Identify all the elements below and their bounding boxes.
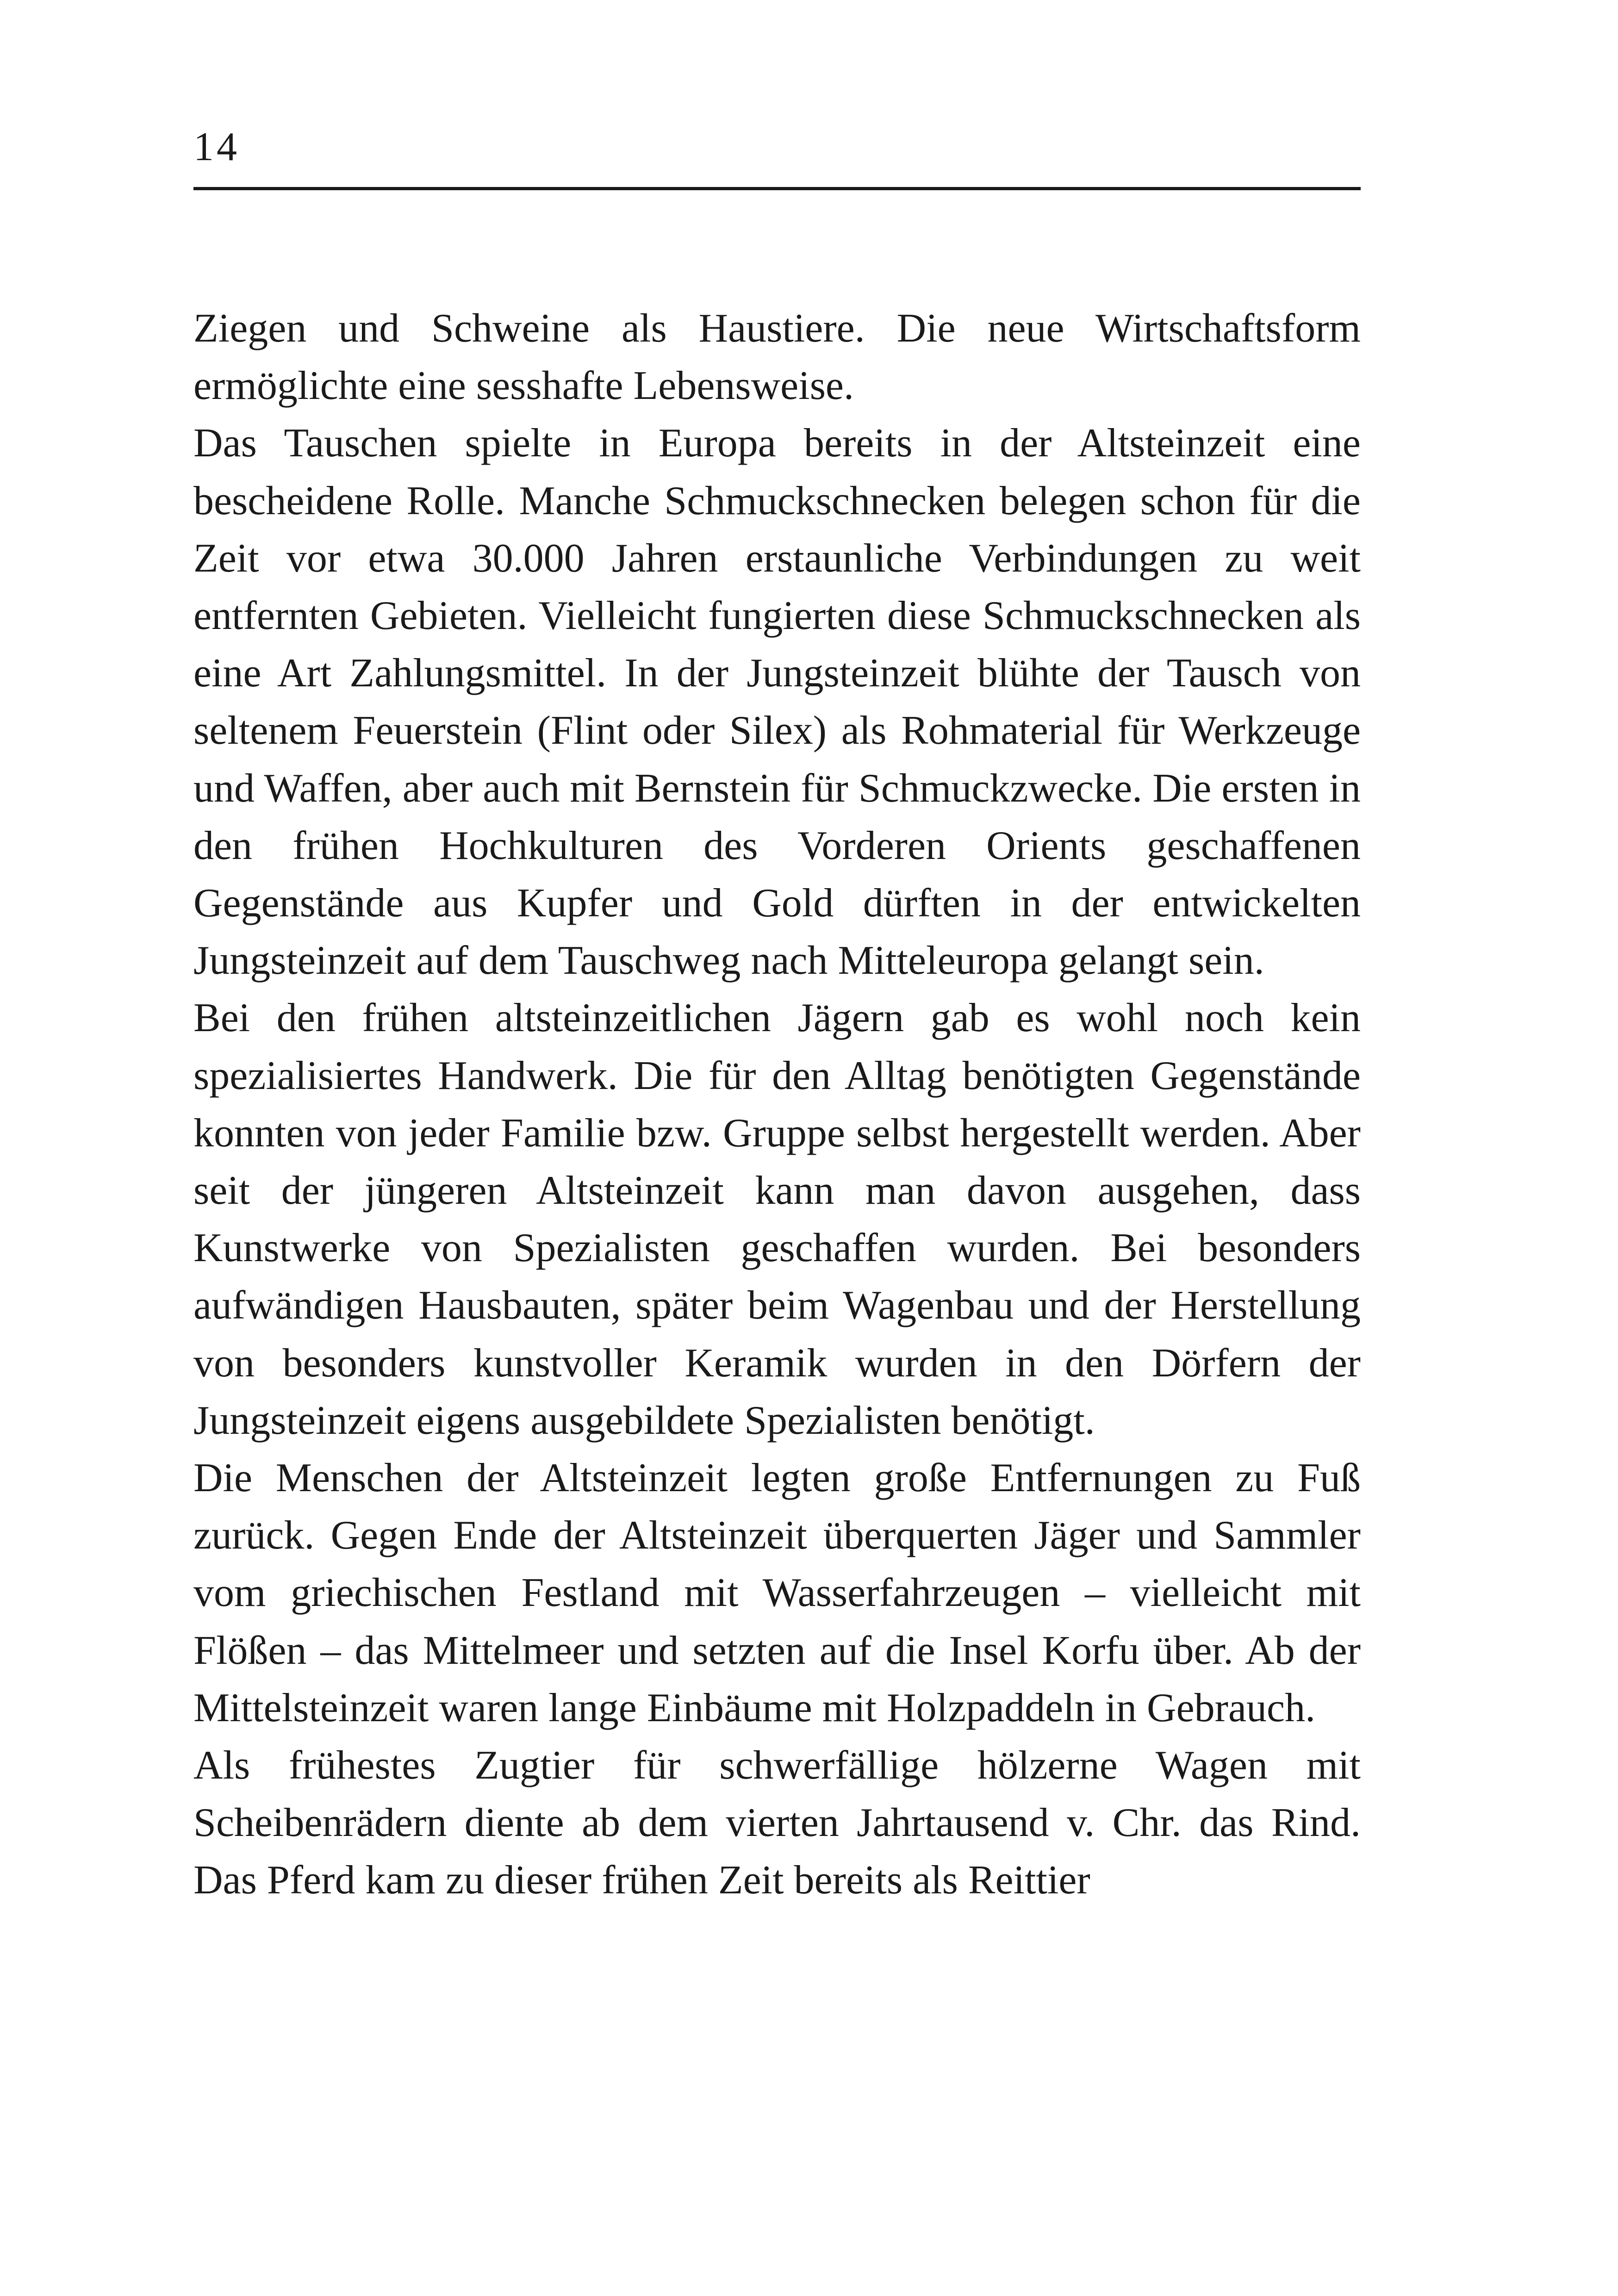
paragraph: Ziegen und Schweine als Haustiere. Die neue Wirtschaftsform ermöglichte eine sesshafte Lebensweise. bbox=[193, 306, 1361, 409]
body-text bbox=[193, 300, 1361, 1910]
paragraph: Die Menschen der Altsteinzeit legten große Entfernungen zu Fuß zurück. Gegen Ende der Altsteinzeit überquerten Jäger und Sammler vom griechischen Festland mit Wasserfahrzeugen – vielleicht mit Flößen – das Mittelmeer und setzten auf die Insel Korfu über. Ab der Mittelsteinzeit waren lange Einbäume mit Holzpaddeln in Gebrauch. bbox=[193, 1456, 1361, 1730]
header-rule bbox=[193, 187, 1361, 190]
paragraph: Das Tauschen spielte in Europa bereits in der Altsteinzeit eine bescheidene Rolle. Manche Schmuckschnecken belegen schon für die Zeit vor etwa 30.000 Jahren erstaunliche Verbindungen zu weit entfernten Gebieten. Vielleicht fungierten diese Schmuckschnecken als eine Art Zahlungsmittel. In der Jungsteinzeit blühte der Tausch von seltenem Feuerstein (Flint oder Silex) als Rohmaterial für Werkzeuge und Waffen, aber auch mit Bernstein für Schmuckzwecke. Die ersten in den frühen Hochkulturen des Vorderen Orients geschaffenen Gegenstände aus Kupfer und Gold dürften in der entwickelten Jungsteinzeit auf dem Tauschweg nach Mitteleuropa gelangt sein. bbox=[193, 421, 1361, 983]
paragraph: Bei den frühen altsteinzeitlichen Jägern gab es wohl noch kein spezialisiertes Handwerk. Die für den Alltag benötigten Gegenstände konnten von jeder Familie bzw. Gruppe selbst hergestellt werden. Aber seit der jüngeren Altsteinzeit kann man davon ausgehen, dass Kunstwerke von Spezialisten geschaffen wurden. Bei besonders aufwändigen Hausbauten, später beim Wagenbau und der Herstellung von besonders kunstvoller Keramik wurden in den Dörfern der Jungsteinzeit eigens ausgebildete Spezialisten benötigt. bbox=[193, 996, 1361, 1443]
page-number: 14 bbox=[193, 124, 240, 169]
paragraph: Als frühestes Zugtier für schwerfällige hölzerne Wagen mit Scheibenrädern diente ab dem vierten Jahrtausend v. Chr. das Rind. Das Pferd kam zu dieser frühen Zeit bereits als Reittier bbox=[193, 1743, 1361, 1903]
